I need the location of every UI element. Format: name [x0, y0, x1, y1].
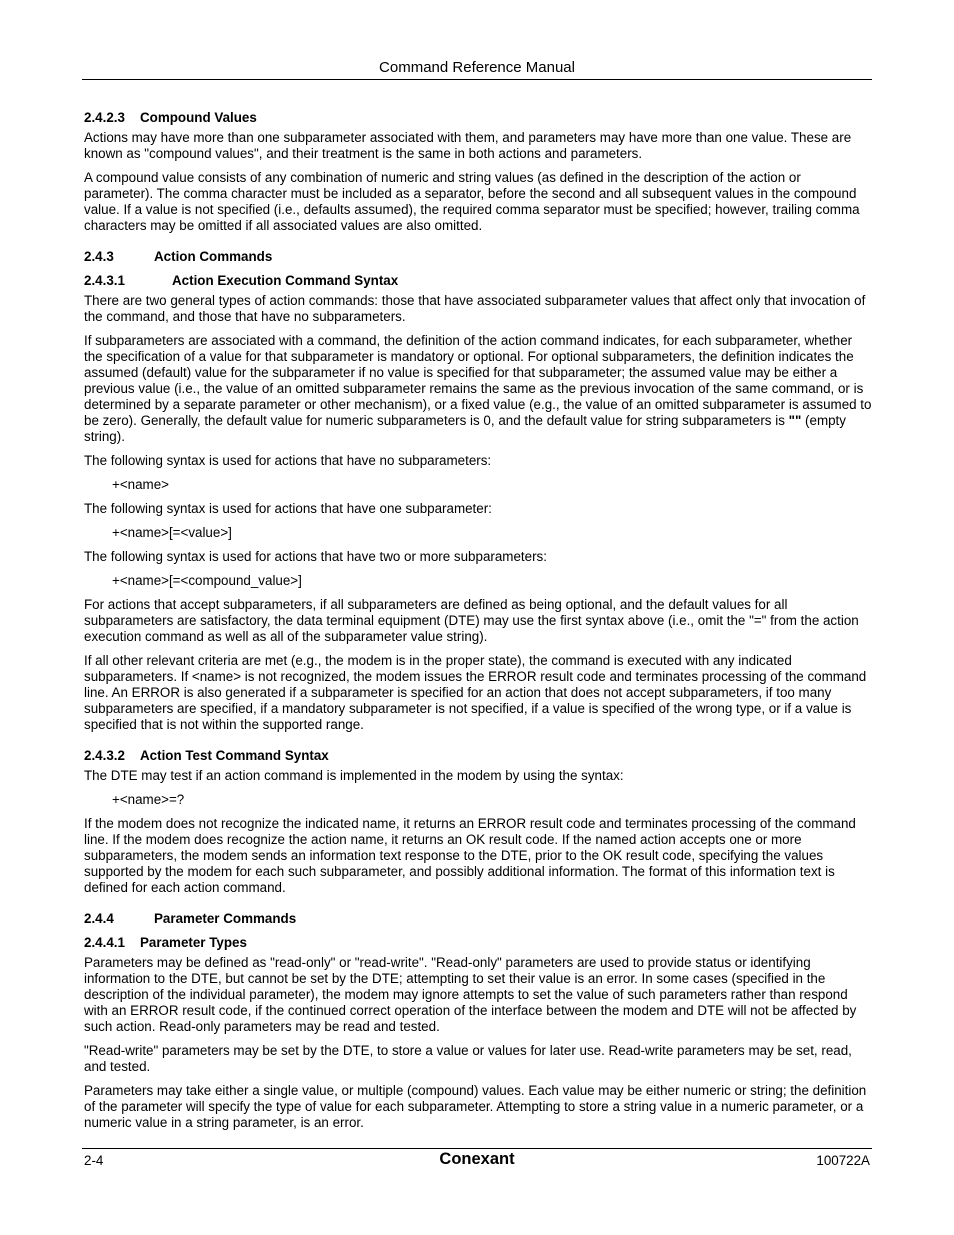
heading-2-4-4 — [84, 911, 872, 927]
text-run: (empty string). — [84, 413, 846, 444]
page-content — [84, 110, 872, 1139]
heading-number: 2.4.3 — [84, 249, 114, 264]
heading-title: Action Execution Command Syntax — [172, 273, 399, 288]
heading-title: Parameter Types — [140, 935, 247, 950]
text-run: If subparameters are associated with a command, the definition of the action command indicates, for each subparameter, whether the specification of a value for that subparameter is mandatory or optional. For optional subparameters, the definition indicates the assumed (default) value for the subparameter if no value is specified for that subparameter; the assumed value may be either a previous value (i.e., the value of an omitted subparameter remains the same as the previous invocation of the same command, or is determined by a separate parameter or other mechanism), or a fixed value (e.g., the value of an omitted subparameter is assumed to be zero). Generally, the default value for numeric subparameters is 0, and the default value for string subparameters is — [84, 333, 872, 428]
header-title: Command Reference Manual — [379, 59, 575, 76]
empty-string-literal: "" — [788, 413, 802, 428]
document-id: 100722A — [816, 1153, 870, 1168]
heading-title: Action Test Command Syntax — [140, 748, 329, 763]
heading-title: Parameter Commands — [154, 911, 297, 926]
syntax-example: +<name>[=<compound_value>] — [112, 573, 302, 588]
footer-rule — [82, 1148, 872, 1149]
paragraph: The DTE may test if an action command is implemented in the modem by using the syntax: — [84, 768, 624, 783]
paragraph: Parameters may take either a single value, or multiple (compound) values. Each value may be either numeric or string; the definition of the parameter will specify the type of value for each subparameter. Attempting to store a string value in a numeric parameter, or a numeric value in a string parameter, is an error. — [84, 1083, 867, 1130]
paragraph: For actions that accept subparameters, if all subparameters are defined as being optional, and the default values for all subparameters are satisfactory, the data terminal equipment (DTE) may use the first syntax above (i.e., omit the "=" from the action execution command as well as all of the subparameter value string). — [84, 597, 859, 644]
paragraph: The following syntax is used for actions that have two or more subparameters: — [84, 549, 547, 564]
heading-2-4-3 — [84, 249, 872, 265]
heading-number: 2.4.4.1 — [84, 935, 125, 950]
heading-2-4-4-1 — [84, 935, 872, 951]
paragraph: Parameters may be defined as "read-only" or "read-write". "Read-only" parameters are used to provide status or identifying information to the DTE, but cannot be set by the DTE; attempting to set their value is an error. In some cases (specified in the description of the individual parameter), the modem may ignore attempts to set the value of such parameters rather than respond with an ERROR result code, if the continued correct operation of the interface between the modem and DTE will not be affected by such action. Read-only parameters may be read and tested. — [84, 955, 857, 1034]
paragraph: Actions may have more than one subparameter associated with them, and parameters may have more than one value. These are known as "compound values", and their treatment is the same in both actions and parameters. — [84, 130, 852, 161]
paragraph: If the modem does not recognize the indicated name, it returns an ERROR result code and terminates processing of the command line. If the modem does recognize the action name, it returns an OK result code. If the named action accepts one or more subparameters, the modem sends an information text response to the DTE, prior to the OK result code, specifying the values supported by the modem for each such subparameter, and possibly additional information. The format of this information text is defined for each action command. — [84, 816, 856, 895]
heading-number: 2.4.2.3 — [84, 110, 125, 125]
heading-title: Compound Values — [140, 110, 257, 125]
syntax-example: +<name>[=<value>] — [112, 525, 232, 540]
paragraph: "Read-write" parameters may be set by the DTE, to store a value or values for later use. Read-write parameters may be set, read, and tested. — [84, 1043, 852, 1074]
paragraph: A compound value consists of any combination of numeric and string values (as defined in the description of the action or parameter). The comma character must be included as a separator, before the second and all subsequent values in the compound value. If a value is not specified (i.e., defaults assumed), the required comma separator must be specified; however, trailing comma characters may be omitted if all associated values are also omitted. — [84, 170, 860, 233]
paragraph — [84, 333, 872, 445]
heading-number: 2.4.4 — [84, 911, 114, 926]
heading-2-4-3-1 — [84, 273, 872, 289]
header-rule — [82, 79, 872, 80]
paragraph: If all other relevant criteria are met (e.g., the modem is in the proper state), the command is executed with any indicated subparameters. If <name> is not recognized, the modem issues the ERROR result code and terminates processing of the command line. An ERROR is also generated if a subparameter is specified for an action that does not accept subparameters, if too many subparameters are specified, if a mandatory subparameter is not specified, if a value is specified of the wrong type, or if a value is specified that is not within the supported range. — [84, 653, 867, 732]
syntax-example: +<name> — [112, 477, 169, 492]
page-number: 2-4 — [84, 1153, 104, 1168]
company-name: Conexant — [439, 1150, 515, 1168]
heading-2-4-3-2 — [84, 748, 872, 764]
heading-number: 2.4.3.1 — [84, 273, 125, 288]
paragraph: The following syntax is used for actions that have no subparameters: — [84, 453, 492, 468]
paragraph: There are two general types of action commands: those that have associated subparameter values that affect only that invocation of the command, and those that have no subparameters. — [84, 293, 866, 324]
syntax-example: +<name>=? — [112, 792, 185, 807]
heading-title: Action Commands — [154, 249, 273, 264]
heading-number: 2.4.3.2 — [84, 748, 125, 763]
heading-2-4-2-3 — [84, 110, 872, 126]
paragraph: The following syntax is used for actions that have one subparameter: — [84, 501, 492, 516]
